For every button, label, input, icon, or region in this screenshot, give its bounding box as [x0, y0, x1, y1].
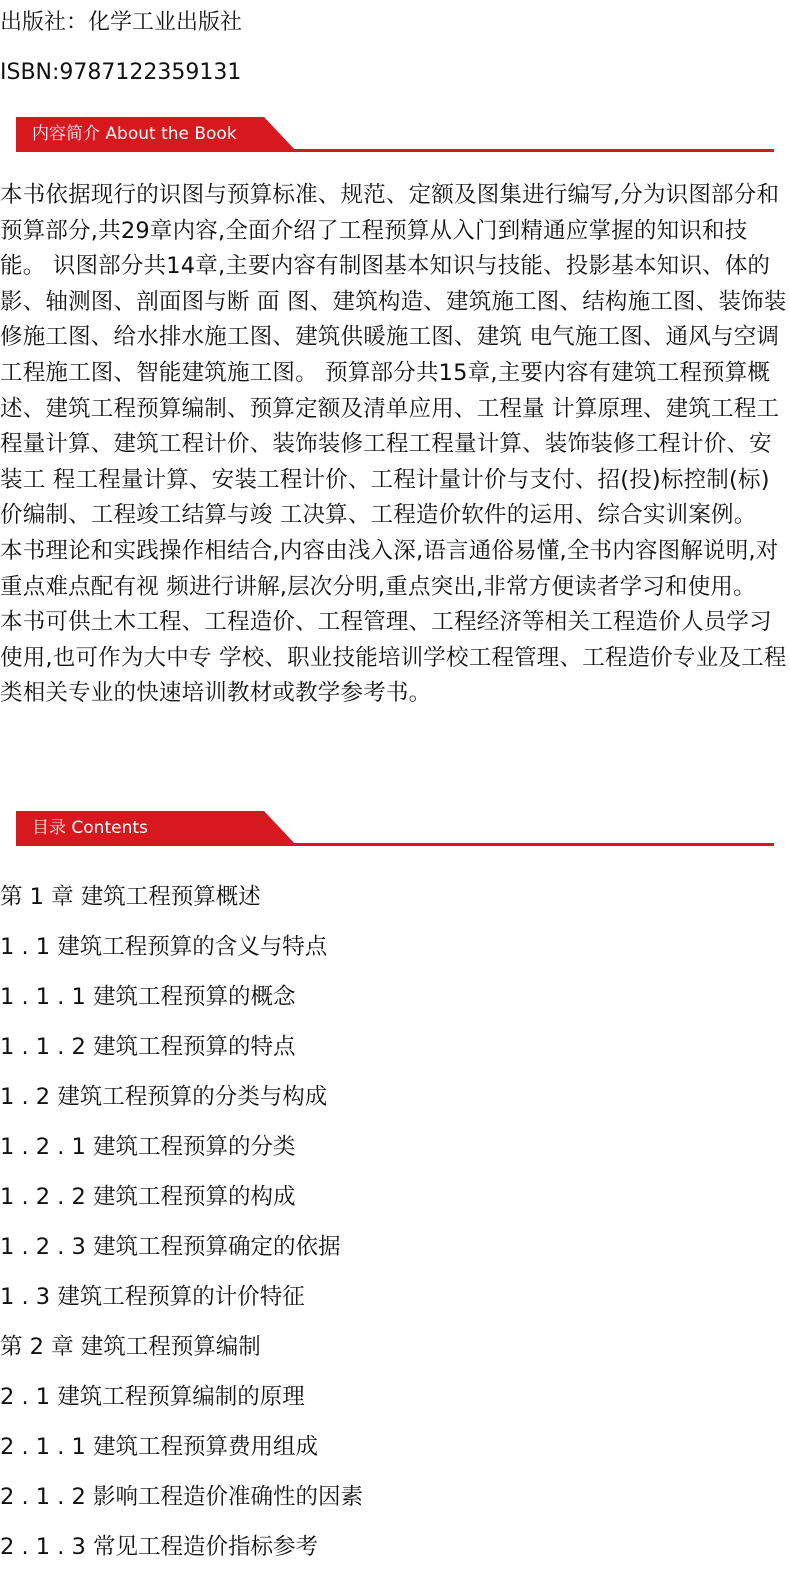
contents-section-rule: [16, 843, 774, 846]
toc-item: 第 2 章 建筑工程预算编制: [0, 1334, 261, 1360]
isbn-line: ISBN:9787122359131: [0, 60, 242, 85]
toc-item: 1 . 3 建筑工程预算的计价特征: [0, 1284, 305, 1310]
toc-item: 1 . 2 . 2 建筑工程预算的构成: [0, 1184, 296, 1210]
toc-item: 1 . 2 . 1 建筑工程预算的分类: [0, 1134, 296, 1160]
table-of-contents: [0, 872, 790, 1572]
book-introduction: [0, 178, 790, 712]
about-section-label: 内容简介 About the Book: [32, 124, 237, 144]
toc-item: 1 . 2 . 3 建筑工程预算确定的依据: [0, 1234, 341, 1260]
about-section-header: [16, 117, 774, 153]
contents-section-label: 目录 Contents: [32, 818, 148, 838]
toc-item: 1 . 2 建筑工程预算的分类与构成: [0, 1084, 328, 1110]
toc-item: 1 . 1 . 1 建筑工程预算的概念: [0, 984, 296, 1010]
toc-item: 2 . 1 建筑工程预算编制的原理: [0, 1384, 305, 1410]
intro-paragraph-2: 本书理论和实践操作相结合,内容由浅入深,语言通俗易懂,全书内容图解说明,对重点难点配有视 频进行讲解,层次分明,重点突出,非常方便读者学习和使用。: [0, 537, 779, 600]
toc-item: 2 . 1 . 1 建筑工程预算费用组成: [0, 1434, 319, 1460]
toc-item: 1 . 1 建筑工程预算的含义与特点: [0, 934, 328, 960]
intro-paragraph-3: 本书可供土木工程、工程造价、工程管理、工程经济等相关工程造价人员学习使用,也可作为大中专 学校、职业技能培训学校工程管理、工程造价专业及工程类相关专业的快速培训教材或教学参考书。: [0, 609, 787, 707]
about-section-rule: [16, 149, 774, 152]
publisher-line: 出版社：化学工业出版社: [0, 10, 243, 35]
toc-item: 第 1 章 建筑工程预算概述: [0, 884, 261, 910]
toc-item: 2 . 1 . 3 常见工程造价指标参考: [0, 1534, 319, 1560]
contents-section-header: [16, 811, 774, 847]
intro-paragraph-1: 本书依据现行的识图与预算标准、规范、定额及图集进行编写,分为识图部分和预算部分,共29章内容,全面介绍了工程预算从入门到精通应掌握的知识和技能。 识图部分共14章,主要内容有制图基本知识与技能、投影基本知识、体的影、轴测图、剖面图与断 面 图、建筑构造、建筑施工图、结构施工图、装饰装修施工图、给水排水施工图、建筑供暖施工图、建筑 电气施工图、通风与空调工程施工图、智能建筑施工图。 预算部分共15章,主要内容有建筑工程预算概述、建筑工程预算编制、预算定额及清单应用、工程量 计算原理、建筑工程工程量计算、建筑工程计价、装饰装修工程工程量计算、装饰装修工程计价、安装工 程工程量计算、安装工程计价、工程计量计价与支付、招(投)标控制(标)价编制、工程竣工结算与竣 工决算、工程造价软件的运用、综合实训案例。: [0, 182, 787, 529]
toc-item: 1 . 1 . 2 建筑工程预算的特点: [0, 1034, 296, 1060]
toc-item: 2 . 1 . 2 影响工程造价准确性的因素: [0, 1484, 364, 1510]
